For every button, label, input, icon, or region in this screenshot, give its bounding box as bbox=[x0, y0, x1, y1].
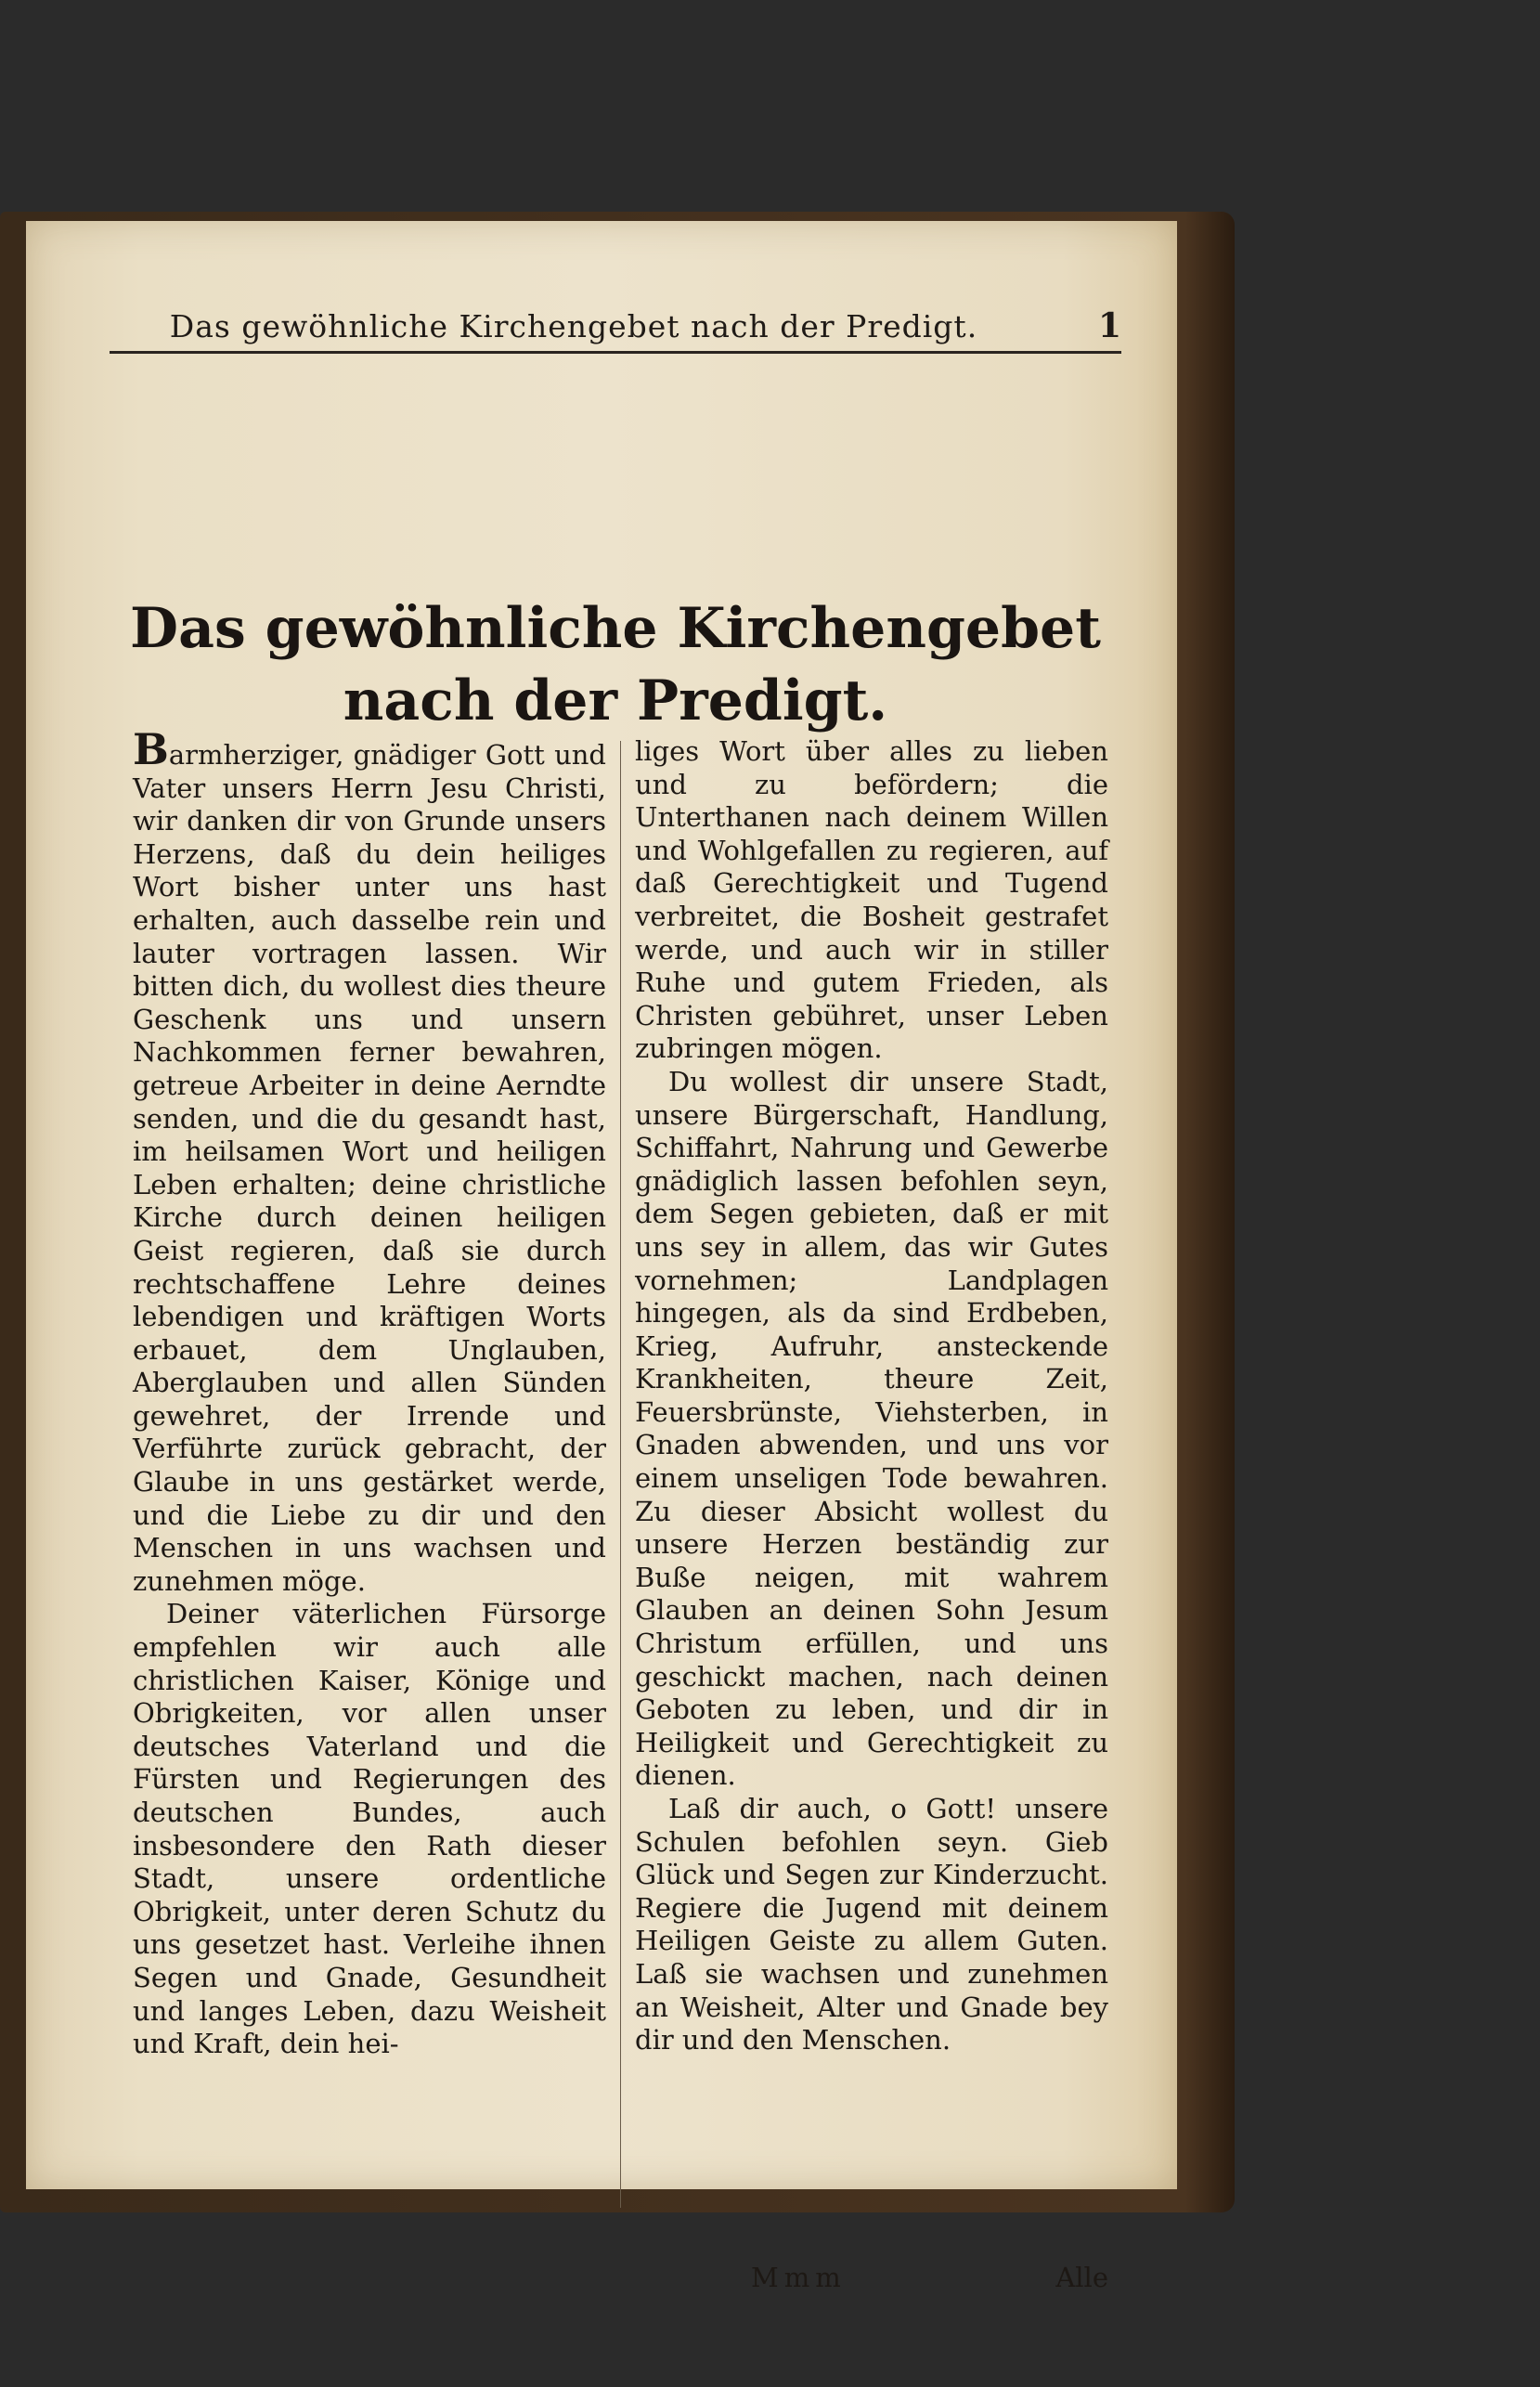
text-column-right bbox=[635, 735, 1108, 2057]
page-number: 1 bbox=[1097, 306, 1121, 345]
running-header bbox=[110, 305, 1121, 354]
paragraph: Deiner väterlichen Fürsorge empfehlen wir auch alle christlichen Kaiser, Könige und Obrigkeiten, vor allen unser deutsches Vaterland und die Fürsten und Regierungen des deutschen Bundes, auch insbesondere den Rath dieser Stadt, unsere ordentliche Obrigkeit, unter deren Schutz du uns gesetzet hast. Verleihe ihnen Segen und Gnade, Gesundheit und langes Leben, dazu Weisheit und Kraft, dein hei- bbox=[133, 1598, 606, 2060]
column-divider bbox=[620, 741, 621, 2208]
paragraph: Du wollest dir unsere Stadt, unsere Bürgerschaft, Handlung, Schiffahrt, Nahrung und Gewerbe gnädiglich lassen befohlen seyn, dem Segen gebieten, daß er mit uns sey in allem, das wir Gutes vornehmen; Landplagen hingegen, als da sind Erdbeben, Krieg, Aufruhr, ansteckende Krankheiten, theure Zeit, Feuersbrünste, Viehsterben, in Gnaden abwenden, und uns vor einem unseligen Tode bewahren. Zu dieser Absicht wollest du unsere Herzen beständig zur Buße neigen, mit wahrem Glauben an deinen Sohn Jesum Christum erfüllen, und uns geschickt machen, nach deinen Geboten zu leben, und dir in Heiligkeit und Gerechtigkeit zu dienen. bbox=[635, 1065, 1108, 1792]
signature-mark: Mmm bbox=[751, 2262, 847, 2293]
catchword: Alle bbox=[1055, 2262, 1108, 2293]
paragraph: Barmherziger, gnädiger Gott und Vater unsers Herrn Jesu Christi, wir danken dir von Grunde unsers Herzens, daß du dein heiliges Wort bisher unter uns hast erhalten, auch dasselbe rein und lauter vortragen lassen. Wir bitten dich, du wollest dies theure Geschenk uns und unsern Nachkommen ferner bewahren, getreue Arbeiter in deine Aerndte senden, und die du gesandt hast, im heilsamen Wort und heiligen Leben erhalten; deine christliche Kirche durch deinen heiligen Geist regieren, daß sie durch rechtschaffene Lehre deines lebendigen und kräftigen Worts erbauet, dem Unglauben, Aberglauben und allen Sünden gewehret, der Irrende und Verführte zurück gebracht, der Glaube in uns gestärket werde, und die Liebe zu dir und den Menschen in uns wachsen und zunehmen möge. bbox=[133, 724, 606, 1597]
paragraph: liges Wort über alles zu lieben und zu befördern; die Unterthanen nach deinem Willen und Wohlgefallen zu regieren, auf daß Gerechtigkeit und Tugend verbreitet, die Bosheit gestrafet werde, und auch wir in stiller Ruhe und gutem Frieden, als Christen gebühret, unser Leben zubringen mögen. bbox=[635, 735, 1108, 1065]
chapter-title: Das gewöhnliche Kirchengebet nach der Predigt. bbox=[130, 596, 1101, 733]
book-page bbox=[26, 221, 1177, 2293]
text-column-left bbox=[133, 724, 606, 2061]
paragraph: Laß dir auch, o Gott! unsere Schulen befohlen seyn. Gieb Glück und Segen zur Kinderzucht. Regiere die Jugend mit deinem Heiligen Geiste zu allem Guten. Laß sie wachsen und zunehmen an Weisheit, Alter und Gnade bey dir und den Menschen. bbox=[635, 1793, 1108, 2056]
running-title: Das gewöhnliche Kirchengebet nach der Predigt. bbox=[169, 308, 978, 344]
page-footer bbox=[635, 2262, 1108, 2299]
